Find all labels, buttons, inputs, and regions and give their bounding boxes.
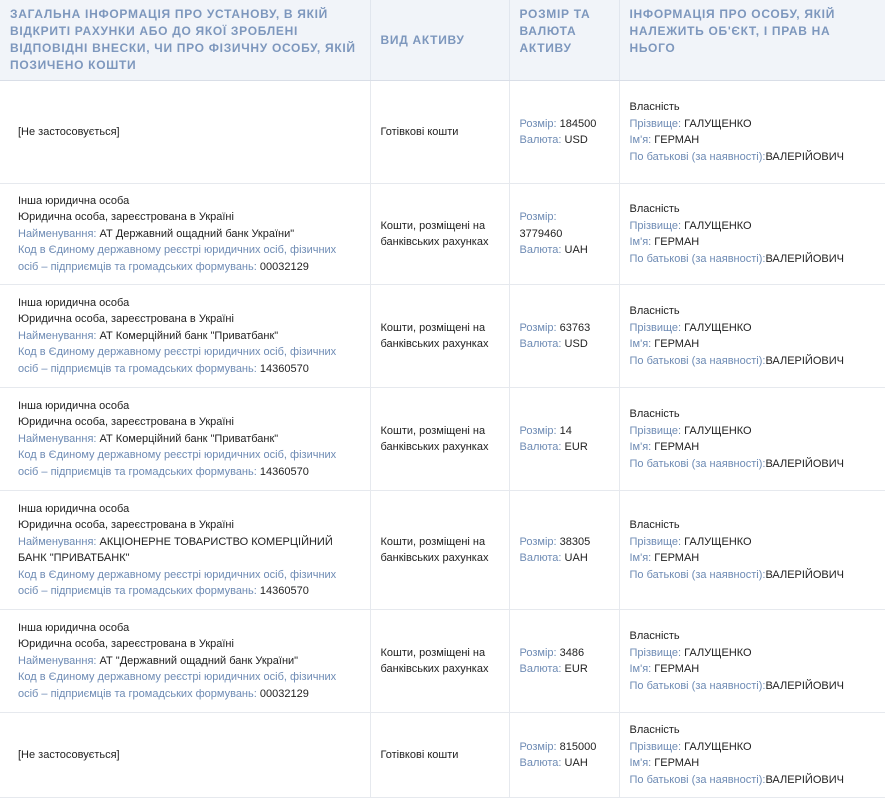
surname-label: Прізвище: — [629, 424, 682, 437]
first-name-label: Ім'я: — [629, 552, 652, 564]
first-name-label: Ім'я: — [629, 757, 652, 769]
first-name-label: Ім'я: — [629, 134, 652, 146]
entity-name-value: АТ "Державний ощадний банк України" — [99, 654, 299, 667]
first-name-value: ГЕРМАН — [654, 663, 700, 675]
currency-value: UAH — [564, 552, 588, 564]
amount-label: Розмір: — [519, 740, 557, 753]
entity-registration: Юридична особа, зареєстрована в Україні — [18, 313, 234, 326]
patronymic-label: По батькові (за наявності): — [629, 568, 766, 581]
first-name-value: ГЕРМАН — [654, 338, 700, 350]
amount-label: Розмір: — [519, 424, 557, 437]
owner-cell — [619, 81, 885, 184]
entity-code-value: 14360570 — [259, 585, 309, 597]
entity-name-label: Найменування: — [18, 329, 97, 342]
entity-code-value: 00032129 — [259, 260, 309, 273]
asset-type-cell: Готівкові кошти — [370, 81, 509, 184]
institution-cell — [0, 491, 370, 610]
entity-registration: Юридична особа, зареєстрована в Україні — [18, 638, 234, 651]
entity-code-label: Код в Єдиному державному реєстрі юридичних осіб, фізичних осіб – підприємців та громадських формувань: — [18, 449, 337, 478]
surname-label: Прізвище: — [629, 646, 682, 659]
owner-cell — [619, 184, 885, 285]
currency-value: EUR — [564, 441, 588, 453]
header-owner-info: ІНФОРМАЦІЯ ПРО ОСОБУ, ЯКІЙ НАЛЕЖИТЬ ОБ'ЄКТ, І ПРАВ НА НЬОГО — [619, 0, 885, 81]
entity-type: Інша юридична особа — [18, 194, 130, 207]
surname-value: ГАЛУЩЕНКО — [684, 321, 752, 334]
first-name-value: ГЕРМАН — [654, 441, 700, 453]
patronymic-label: По батькові (за наявності): — [629, 457, 766, 470]
institution-cell — [0, 285, 370, 388]
asset-type-cell: Кошти, розміщені на банківських рахунках — [370, 610, 509, 713]
patronymic-value: ВАЛЕРІЙОВИЧ — [765, 150, 844, 163]
patronymic-label: По батькові (за наявності): — [629, 679, 766, 692]
ownership-right: Власність — [629, 519, 680, 531]
entity-type: Інша юридична особа — [18, 296, 130, 309]
amount-value: 14 — [559, 424, 572, 437]
patronymic-value: ВАЛЕРІЙОВИЧ — [765, 457, 844, 470]
table-header — [0, 0, 885, 81]
currency-label: Валюта: — [519, 757, 562, 769]
entity-name-value: АТ Комерційний банк "Приватбанк" — [99, 432, 279, 445]
ownership-right: Власність — [629, 408, 680, 420]
surname-value: ГАЛУЩЕНКО — [684, 219, 752, 232]
not-applicable-text: [Не застосовується] — [18, 125, 120, 138]
amount-label: Розмір: — [519, 535, 557, 548]
surname-value: ГАЛУЩЕНКО — [684, 646, 752, 659]
amount-label: Розмір: — [519, 211, 557, 224]
entity-type: Інша юридична особа — [18, 621, 130, 634]
entity-name-value: АКЦІОНЕРНЕ ТОВАРИСТВО КОМЕРЦІЙНИЙ БАНК "ПРИВАТБАНК" — [18, 535, 333, 564]
patronymic-value: ВАЛЕРІЙОВИЧ — [765, 252, 844, 265]
patronymic-label: По батькові (за наявності): — [629, 150, 766, 163]
patronymic-value: ВАЛЕРІЙОВИЧ — [765, 773, 844, 786]
entity-registration: Юридична особа, зареєстрована в Україні — [18, 416, 234, 429]
surname-label: Прізвище: — [629, 219, 682, 232]
amount-cell — [509, 81, 619, 184]
amount-cell — [509, 713, 619, 798]
currency-label: Валюта: — [519, 244, 562, 257]
amount-value: 63763 — [559, 321, 591, 334]
first-name-label: Ім'я: — [629, 338, 652, 350]
surname-value: ГАЛУЩЕНКО — [684, 117, 752, 130]
first-name-value: ГЕРМАН — [654, 552, 700, 564]
asset-type-cell: Кошти, розміщені на банківських рахунках — [370, 388, 509, 491]
patronymic-value: ВАЛЕРІЙОВИЧ — [765, 679, 844, 692]
institution-cell — [0, 81, 370, 184]
amount-value: 184500 — [559, 117, 597, 130]
entity-code-label: Код в Єдиному державному реєстрі юридичних осіб, фізичних осіб – підприємців та громадських формувань: — [18, 671, 337, 700]
amount-label: Розмір: — [519, 321, 557, 334]
amount-cell — [509, 491, 619, 610]
table-row — [0, 610, 885, 713]
ownership-right: Власність — [629, 630, 680, 642]
entity-code-value: 14360570 — [259, 465, 309, 478]
amount-cell — [509, 184, 619, 285]
table-row — [0, 285, 885, 388]
patronymic-label: По батькові (за наявності): — [629, 252, 766, 265]
surname-label: Прізвище: — [629, 740, 682, 753]
first-name-label: Ім'я: — [629, 441, 652, 453]
owner-cell — [619, 713, 885, 798]
institution-cell — [0, 184, 370, 285]
currency-label: Валюта: — [519, 552, 562, 564]
first-name-value: ГЕРМАН — [654, 236, 700, 248]
amount-value: 3779460 — [519, 227, 563, 240]
entity-type: Інша юридична особа — [18, 502, 130, 515]
not-applicable-text: [Не застосовується] — [18, 748, 120, 761]
surname-label: Прізвище: — [629, 535, 682, 548]
asset-type-cell: Кошти, розміщені на банківських рахунках — [370, 285, 509, 388]
amount-cell — [509, 285, 619, 388]
owner-cell — [619, 388, 885, 491]
entity-registration: Юридична особа, зареєстрована в Україні — [18, 211, 234, 224]
patronymic-label: По батькові (за наявності): — [629, 773, 766, 786]
entity-name-value: АТ Комерційний банк "Приватбанк" — [99, 329, 279, 342]
entity-code-label: Код в Єдиному державному реєстрі юридичних осіб, фізичних осіб – підприємців та громадських формувань: — [18, 244, 337, 273]
table-row — [0, 491, 885, 610]
owner-cell — [619, 285, 885, 388]
owner-cell — [619, 610, 885, 713]
ownership-right: Власність — [629, 305, 680, 317]
currency-value: EUR — [564, 663, 588, 675]
table-row — [0, 713, 885, 798]
table-row — [0, 184, 885, 285]
currency-value: USD — [564, 338, 588, 350]
currency-label: Валюта: — [519, 338, 562, 350]
entity-code-value: 14360570 — [259, 362, 309, 375]
header-asset-type: ВИД АКТИВУ — [370, 0, 509, 81]
table-row — [0, 388, 885, 491]
institution-cell — [0, 610, 370, 713]
asset-type-cell: Кошти, розміщені на банківських рахунках — [370, 491, 509, 610]
patronymic-value: ВАЛЕРІЙОВИЧ — [765, 568, 844, 581]
entity-code-value: 00032129 — [259, 687, 309, 700]
amount-value: 815000 — [559, 740, 597, 753]
entity-name-label: Найменування: — [18, 654, 97, 667]
header-amount-currency: РОЗМІР ТА ВАЛЮТА АКТИВУ — [509, 0, 619, 81]
header-institution: ЗАГАЛЬНА ІНФОРМАЦІЯ ПРО УСТАНОВУ, В ЯКІЙ ВІДКРИТІ РАХУНКИ АБО ДО ЯКОЇ ЗРОБЛЕНІ ВІДПОВІДНІ ВНЕСКИ, ЧИ ПРО ФІЗИЧНУ ОСОБУ, ЯКІЙ ПОЗИЧЕНО КОШТИ — [0, 0, 370, 81]
entity-name-value: АТ Державний ощадний банк України" — [99, 227, 295, 240]
currency-value: UAH — [564, 244, 588, 257]
institution-cell — [0, 713, 370, 798]
currency-value: UAH — [564, 757, 588, 769]
ownership-right: Власність — [629, 203, 680, 215]
entity-registration: Юридична особа, зареєстрована в Україні — [18, 519, 234, 531]
surname-label: Прізвище: — [629, 117, 682, 130]
entity-type: Інша юридична особа — [18, 399, 130, 412]
asset-type-cell: Кошти, розміщені на банківських рахунках — [370, 184, 509, 285]
table-row — [0, 81, 885, 184]
table-body — [0, 81, 885, 798]
surname-value: ГАЛУЩЕНКО — [684, 740, 752, 753]
ownership-right: Власність — [629, 724, 680, 736]
entity-name-label: Найменування: — [18, 535, 97, 548]
first-name-value: ГЕРМАН — [654, 134, 700, 146]
amount-label: Розмір: — [519, 117, 557, 130]
ownership-right: Власність — [629, 101, 680, 113]
surname-value: ГАЛУЩЕНКО — [684, 535, 752, 548]
entity-code-label: Код в Єдиному державному реєстрі юридичних осіб, фізичних осіб – підприємців та громадських формувань: — [18, 346, 337, 375]
amount-cell — [509, 610, 619, 713]
patronymic-value: ВАЛЕРІЙОВИЧ — [765, 354, 844, 367]
entity-name-label: Найменування: — [18, 432, 97, 445]
patronymic-label: По батькові (за наявності): — [629, 354, 766, 367]
surname-value: ГАЛУЩЕНКО — [684, 424, 752, 437]
first-name-label: Ім'я: — [629, 663, 652, 675]
first-name-label: Ім'я: — [629, 236, 652, 248]
currency-value: USD — [564, 134, 588, 146]
amount-value: 3486 — [559, 646, 585, 659]
entity-name-label: Найменування: — [18, 227, 97, 240]
owner-cell — [619, 491, 885, 610]
surname-label: Прізвище: — [629, 321, 682, 334]
amount-value: 38305 — [559, 535, 591, 548]
currency-label: Валюта: — [519, 134, 562, 146]
institution-cell — [0, 388, 370, 491]
amount-label: Розмір: — [519, 646, 557, 659]
currency-label: Валюта: — [519, 663, 562, 675]
entity-code-label: Код в Єдиному державному реєстрі юридичних осіб, фізичних осіб – підприємців та громадських формувань: — [18, 568, 337, 597]
asset-type-cell: Готівкові кошти — [370, 713, 509, 798]
amount-cell — [509, 388, 619, 491]
first-name-value: ГЕРМАН — [654, 757, 700, 769]
currency-label: Валюта: — [519, 441, 562, 453]
